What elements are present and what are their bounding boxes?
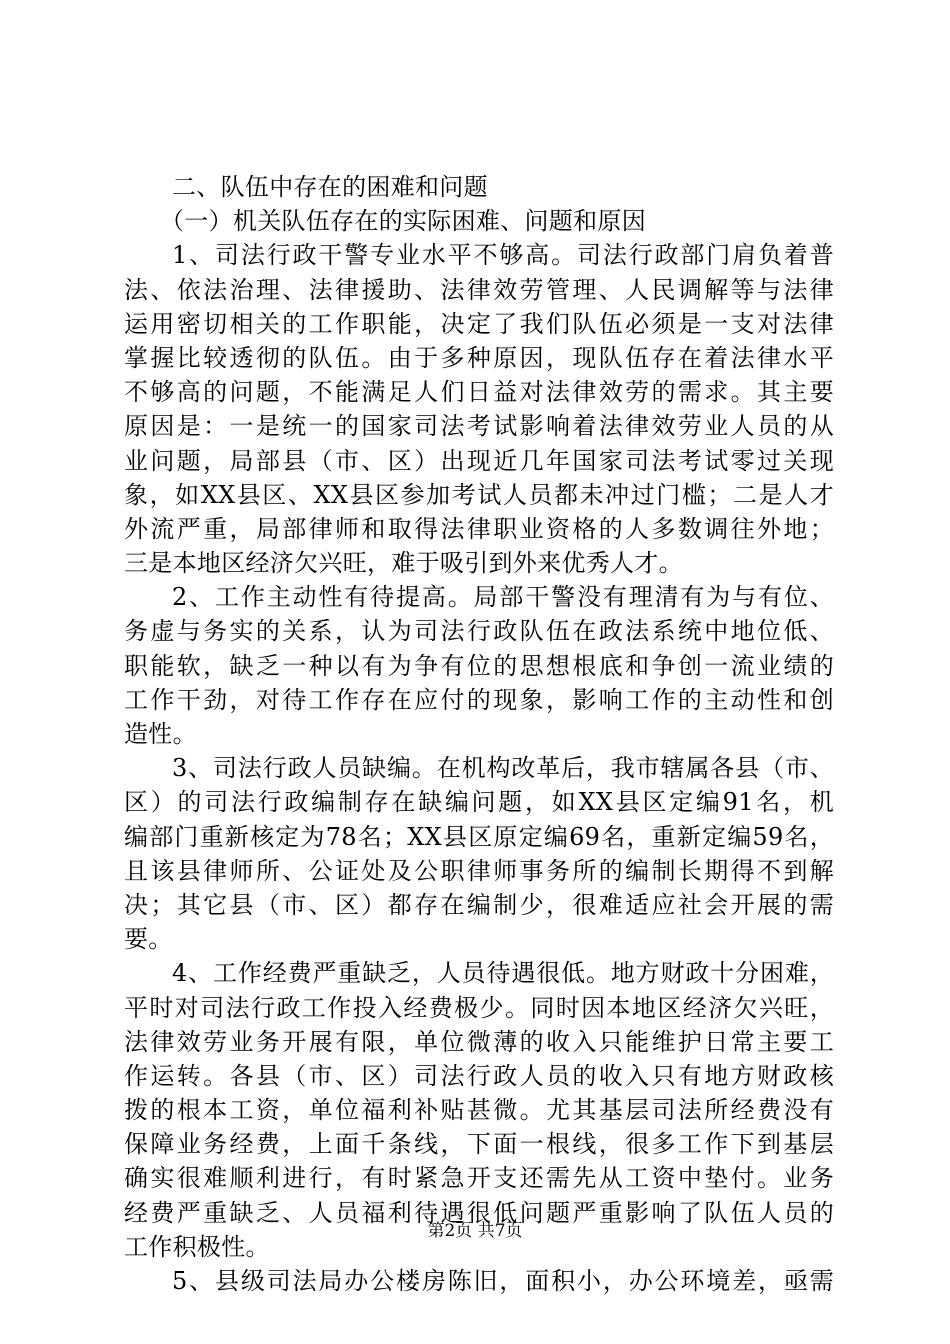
text-line: 拨的根本工资，单位福利补贴甚微。尤其基层司法所经费没有 [124,1096,834,1125]
text-line: 象，如XX县区、XX县区参加考试人员都未冲过门槛；二是人才 [124,480,834,509]
text-line: （一）机关队伍存在的实际困难、问题和原因 [160,207,646,236]
text-line: 二、队伍中存在的困难和问题 [172,173,488,201]
text-line: 工作积极性。 [124,1232,270,1261]
document-body [124,170,834,1298]
text-line: 外流严重，局部律师和取得法律职业资格的人多数调往外地； [124,514,834,543]
text-line: 业问题，局部县（市、区）出现近几年国家司法考试零过关现 [124,446,834,475]
text-line: 法、依法治理、法律援助、法律效劳管理、人民调解等与法律 [124,275,834,304]
text-line: 工作干劲，对待工作存在应付的现象，影响工作的主动性和创 [124,685,834,714]
text-line: 掌握比较透彻的队伍。由于多种原因，现队伍存在着法律水平 [124,343,834,372]
text-line: 造性。 [124,720,197,748]
text-line: 作运转。各县（市、区）司法行政人员的收入只有地方财政核 [124,1061,834,1090]
text-line: 3、司法行政人员缺编。在机构改革后，我市辖属各县（市、 [172,754,834,783]
text-line: 不够高的问题，不能满足人们日益对法律效劳的需求。其主要 [124,378,834,407]
text-line: 1、司法行政干警专业水平不够高。司法行政部门肩负着普 [172,241,834,270]
text-line: 运用密切相关的工作职能，决定了我们队伍必须是一支对法律 [124,309,834,338]
text-line: 要。 [124,925,173,954]
text-line: 法律效劳业务开展有限，单位微薄的收入只能维护日常主要工 [124,1027,834,1056]
text-line: 务虚与务实的关系，认为司法行政队伍在政法系统中地位低、 [124,617,834,646]
text-line: 4、工作经费严重缺乏，人员待遇很低。地方财政十分困难， [172,959,834,988]
text-line: 确实很难顺利进行，有时紧急开支还需先从工资中垫付。业务 [124,1164,834,1193]
text-line: 2、工作主动性有待提高。局部干警没有理清有为与有位、 [172,583,834,612]
text-line: 保障业务经费，上面千条线，下面一根线，很多工作下到基层 [124,1130,834,1159]
text-line: 5、县级司法局办公楼房陈旧，面积小，办公环境差，亟需 [172,1267,834,1295]
text-line: 决；其它县（市、区）都存在编制少，很难适应社会开展的需 [124,890,834,919]
page-footer: 第2页 共7页 [427,1221,523,1241]
text-line: 经费严重缺乏、人员福利待遇很低问题严重影响了队伍人员的 [124,1198,834,1227]
text-line: 三是本地区经济欠兴旺，难于吸引到外来优秀人才。 [124,549,683,578]
text-line: 平时对司法行政工作投入经费极少。同时因本地区经济欠兴旺， [124,993,834,1022]
text-line: 且该县律师所、公证处及公职律师事务所的编制长期得不到解 [124,856,834,885]
text-line: 职能软，缺乏一种以有为争有位的思想根底和争创一流业绩的 [124,651,834,680]
text-line: 编部门重新核定为78名；XX县区原定编69名，重新定编59名， [124,822,834,851]
text-line: 区）的司法行政编制存在缺编问题，如XX县区定编91名，机 [124,788,834,817]
text-line: 原因是：一是统一的国家司法考试影响着法律效劳业人员的从 [124,412,834,441]
